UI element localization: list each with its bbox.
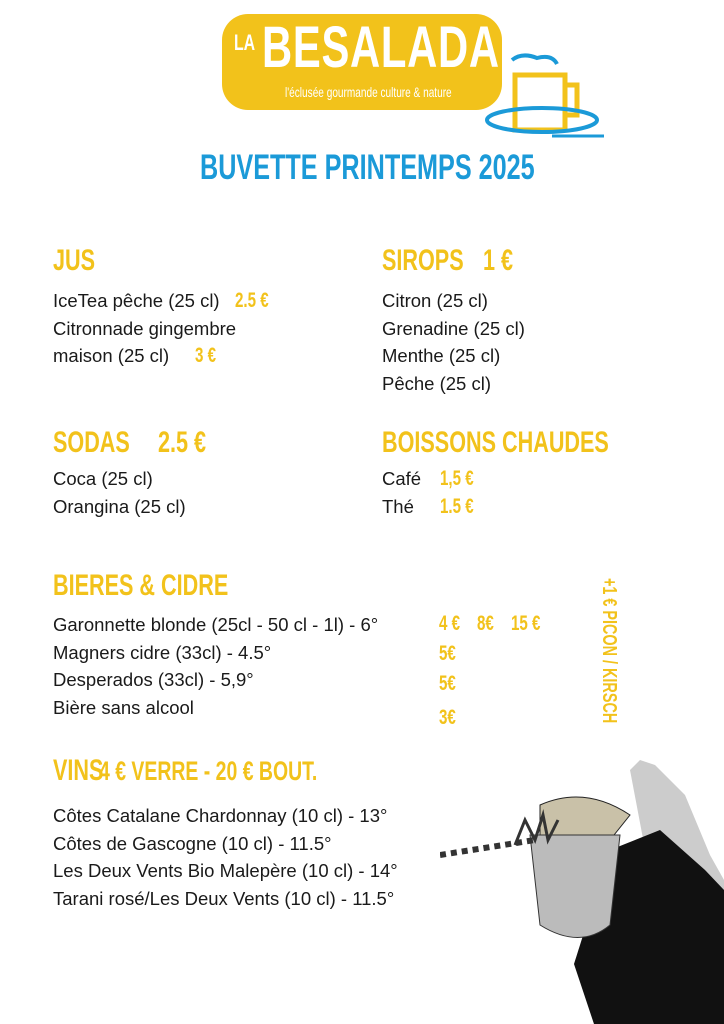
jus-heading: JUS <box>53 244 96 277</box>
side-note: +1 € PICON / KIRSCH <box>598 578 620 724</box>
jus-list <box>53 287 282 370</box>
sodas-heading: SODAS 2.5 € <box>53 426 206 459</box>
list-item: Citron (25 cl) <box>382 290 488 311</box>
bieres-prices: 4 € 8€ 15 € 5€ 5€ 3€ <box>439 612 541 729</box>
list-item: Desperados (33cl) - 5,9° <box>53 669 254 690</box>
page-title: BUVETTE PRINTEMPS 2025 <box>200 148 535 187</box>
list-item: Bière sans alcool <box>53 696 194 718</box>
list-item: IceTea pêche (25 cl) 2.5 € <box>53 289 269 312</box>
vins-list <box>53 802 398 912</box>
list-item: Grenadine (25 cl) <box>382 317 525 339</box>
list-item: Côtes de Gascogne (10 cl) - 11.5° <box>53 832 332 854</box>
list-item: Garonnette blonde (25cl - 50 cl - 1l) - 6° <box>53 614 379 635</box>
list-item: Pêche (25 cl) <box>382 372 491 394</box>
list-item: Citronnade gingembre <box>53 317 237 339</box>
sodas-list <box>53 465 186 520</box>
bieres-list <box>53 611 378 721</box>
beer-mug-icon <box>482 50 607 140</box>
list-item: Coca (25 cl) <box>53 468 153 489</box>
sirops-heading: SIROPS 1 € <box>382 244 514 277</box>
bieres-heading: BIERES & CIDRE <box>53 569 229 602</box>
vins-heading: VINS4 € VERRE - 20 € BOUT. <box>53 754 318 787</box>
logo-prefix: LA <box>234 30 256 55</box>
list-item: Menthe (25 cl) <box>382 345 501 366</box>
list-item: Thé 1.5 € <box>382 494 474 518</box>
list-item: Tarani rosé/Les Deux Vents (10 cl) - 11.5° <box>53 887 395 909</box>
list-item: Les Deux Vents Bio Malepère (10 cl) - 14° <box>53 860 398 881</box>
list-item: Côtes Catalane Chardonnay (10 cl) - 13° <box>53 805 388 826</box>
chaudes-list <box>382 465 487 520</box>
chaudes-heading: BOISSONS CHAUDES <box>382 426 609 459</box>
list-item: Magners cidre (33cl) - 4.5° <box>53 641 272 663</box>
sirops-list <box>382 287 525 397</box>
person-illustration <box>440 750 724 1024</box>
list-item: Café 1,5 € <box>382 467 474 490</box>
list-item: maison (25 cl) 3 € <box>53 344 216 367</box>
logo-name: BESALADA <box>262 15 500 80</box>
logo-tagline: l'éclusée gourmande culture & nature <box>285 84 452 100</box>
list-item: Orangina (25 cl) <box>53 495 186 517</box>
